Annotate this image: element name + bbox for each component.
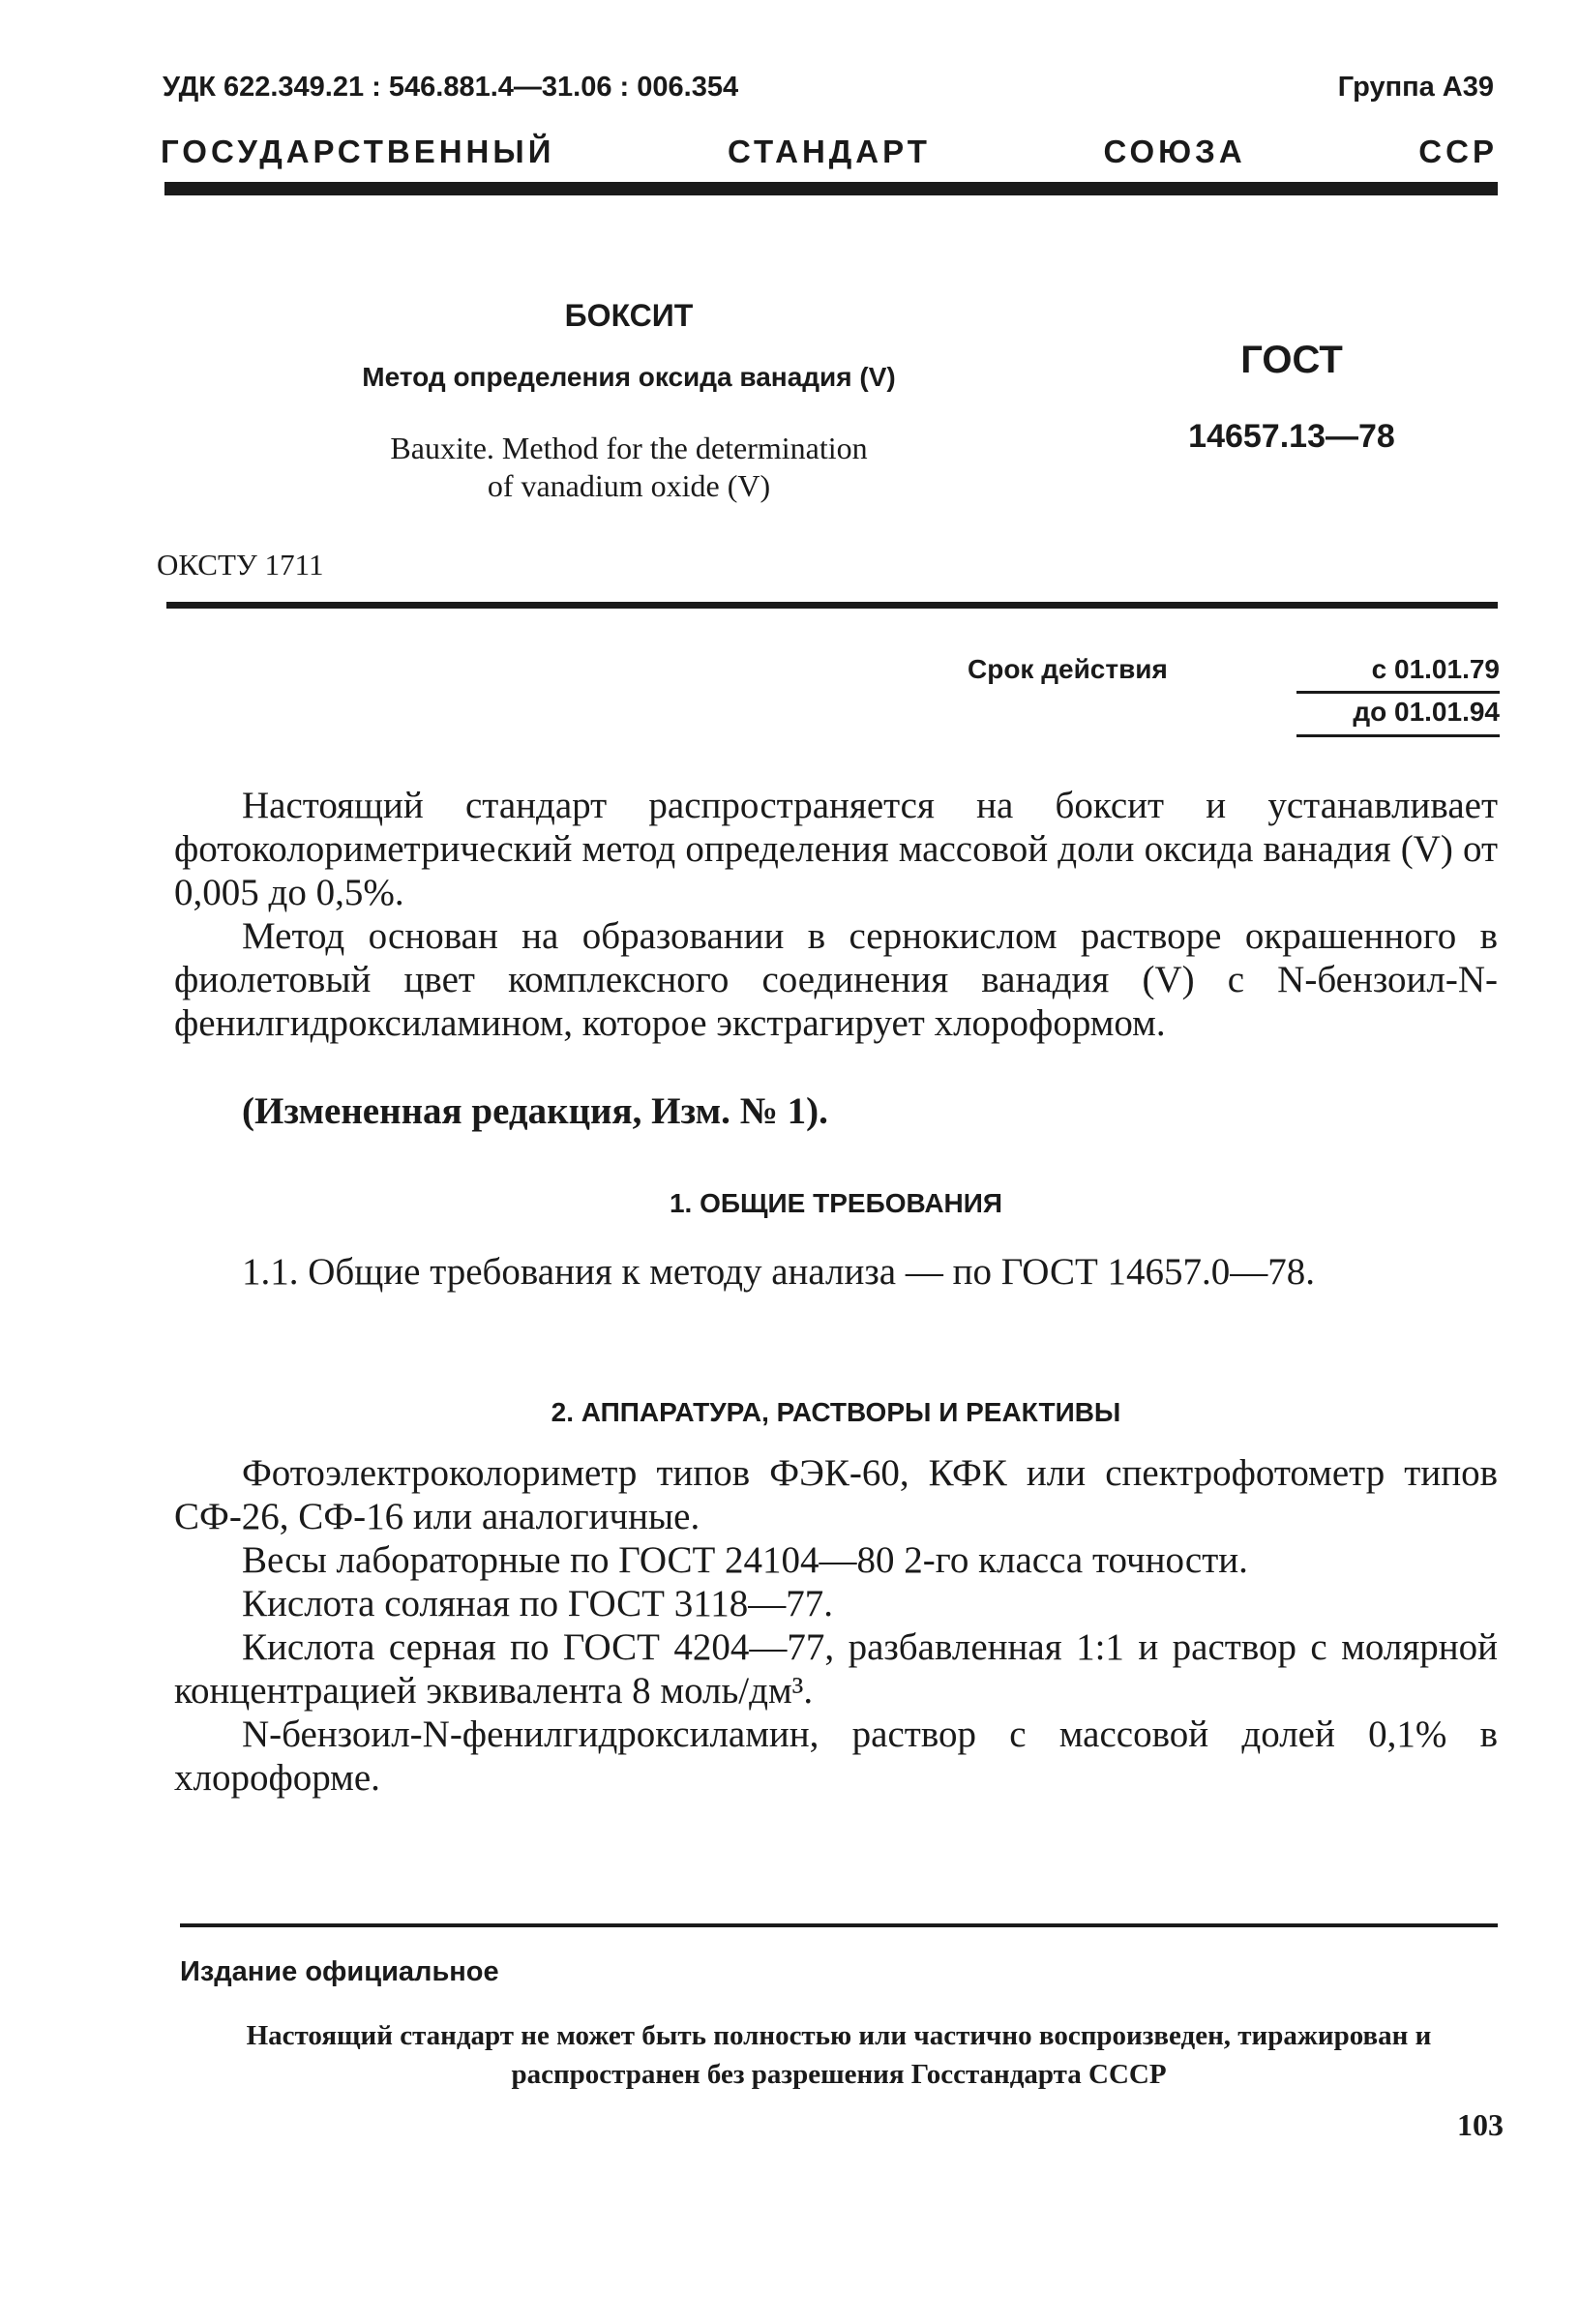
banner-word-1: ГОСУДАРСТВЕННЫЙ	[161, 134, 555, 169]
apparatus-item-photometer: Фотоэлектроколориметр типов ФЭК-60, КФК или спектрофотометр типов СФ-26, СФ-16 или аналогичные.	[174, 1452, 1498, 1537]
clause-1-1: 1.1. Общие требования к методу анализа — по ГОСТ 14657.0—78.	[242, 1251, 1316, 1293]
gost-number: 14657.13—78	[1188, 418, 1395, 455]
official-edition-label: Издание официальное	[180, 1956, 499, 1987]
english-title-line-2: of vanadium oxide (V)	[487, 468, 771, 503]
apparatus-item-scales: Весы лабораторные по ГОСТ 24104—80 2-го класса точности.	[242, 1539, 1248, 1581]
scope-paragraph: Настоящий стандарт распространяется на боксит и устанавливает фотоколориметрический метод определения массовой доли оксида ванадия (V) от 0,005 до 0,5%.	[174, 785, 1498, 913]
oksty-code: ОКСТУ 1711	[157, 548, 324, 581]
gost-label: ГОСТ	[1240, 339, 1343, 381]
document-title: БОКСИТ	[564, 298, 694, 333]
validity-underline	[1296, 734, 1500, 737]
validity-to: до 01.01.94	[1353, 697, 1500, 727]
method-paragraph: Метод основан на образовании в сернокислом растворе окрашенного в фиолетовый цвет комплексного соединения ванадия (V) с N-бензоил-N-фенилгидроксиламином, которое экстрагирует хлороформом.	[174, 915, 1498, 1044]
validity-label: Срок действия	[968, 654, 1168, 684]
reagent-item-bphoa: N-бензоил-N-фенилгидроксиламин, раствор с массовой долей 0,1% в хлороформе.	[174, 1713, 1498, 1799]
validity-from: с 01.01.79	[1371, 654, 1500, 684]
section-2-heading: 2. АППАРАТУРА, РАСТВОРЫ И РЕАКТИВЫ	[551, 1397, 1121, 1427]
group-code: Группа А39	[1337, 72, 1494, 103]
document-subtitle: Метод определения оксида ванадия (V)	[362, 362, 896, 392]
page-number: 103	[1457, 2107, 1504, 2142]
banner-word-3: СОЮЗА	[1103, 134, 1246, 169]
header-rule	[164, 182, 1498, 195]
english-title-line-1: Bauxite. Method for the determination	[390, 431, 868, 465]
banner-word-2: СТАНДАРТ	[728, 134, 931, 169]
udk-code: УДК 622.349.21 : 546.881.4—31.06 : 006.354	[163, 72, 739, 103]
title-rule	[166, 602, 1498, 609]
validity-divider	[1296, 691, 1500, 694]
section-1-heading: 1. ОБЩИЕ ТРЕБОВАНИЯ	[669, 1188, 1003, 1218]
state-standard-banner	[161, 134, 1498, 170]
copyright-notice: Настоящий стандарт не может быть полностью или частично воспроизведен, тиражирован и распространен без разрешения Госстандарта СССР	[246, 2020, 1432, 2090]
english-title	[290, 430, 968, 505]
reagent-item-hydrochloric-acid: Кислота соляная по ГОСТ 3118—77.	[242, 1583, 834, 1624]
reagent-item-sulfuric-acid: Кислота серная по ГОСТ 4204—77, разбавленная 1:1 и раствор с молярной концентрацией эквивалента 8 моль/дм³.	[174, 1626, 1498, 1712]
amendment-note: (Измененная редакция, Изм. № 1).	[242, 1090, 828, 1132]
banner-word-4: ССР	[1418, 134, 1498, 169]
footer-rule	[180, 1923, 1498, 1927]
